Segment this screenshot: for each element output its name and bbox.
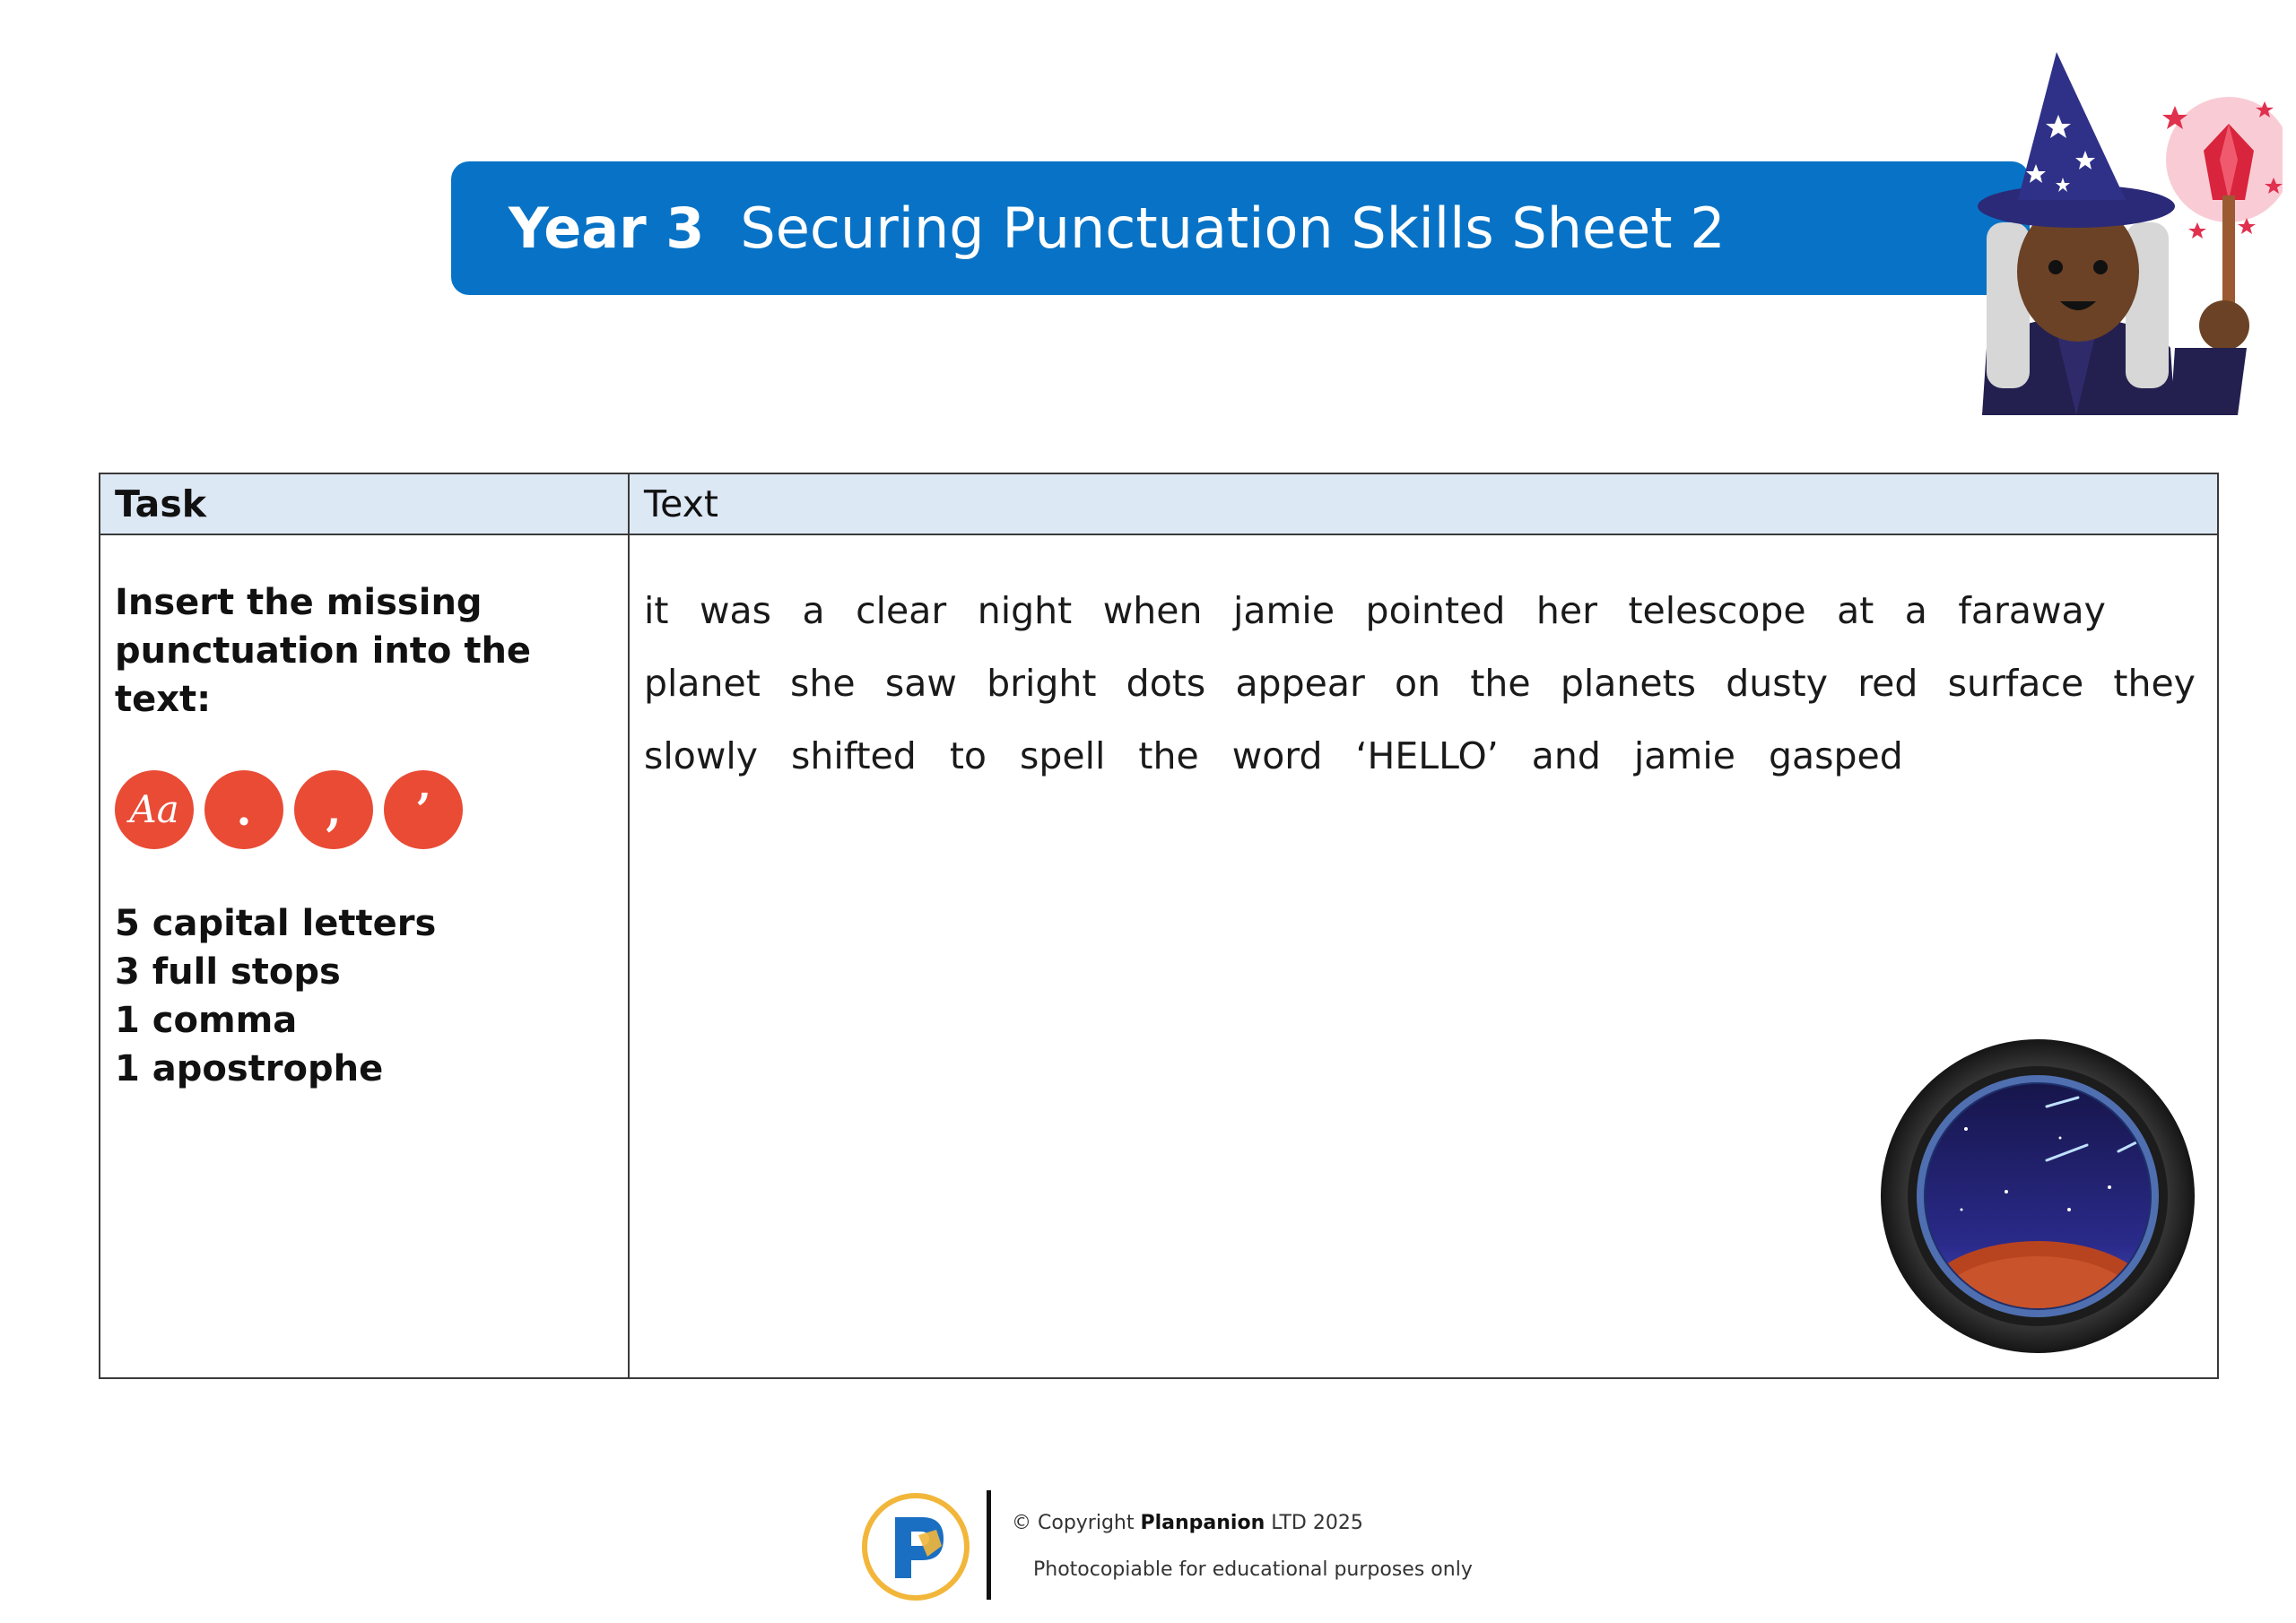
requirement-item: 5 capital letters — [115, 903, 437, 944]
full-stop-icon: . — [204, 770, 283, 849]
passage-word: jamie — [1232, 589, 1335, 632]
requirement-item: 1 comma — [115, 1000, 298, 1041]
passage-word: dusty — [1726, 662, 1828, 705]
instruction-line: punctuation into the text: — [115, 630, 532, 720]
passage-word: shifted — [791, 734, 917, 777]
passage-word: dots — [1126, 662, 1206, 705]
footer-divider — [987, 1490, 991, 1600]
wizard-illustration — [1969, 52, 2283, 415]
punctuation-icons — [115, 770, 617, 849]
passage-word: jamie — [1633, 734, 1735, 777]
task-instruction — [115, 578, 617, 724]
passage-word: planets — [1560, 662, 1697, 705]
passage-word: saw — [884, 662, 957, 705]
title-banner — [451, 161, 2030, 295]
passage-word: a — [1904, 589, 1927, 632]
passage-word: pointed — [1365, 589, 1506, 632]
photocopy-notice: Photocopiable for educational purposes only — [1033, 1558, 1473, 1581]
passage-line — [644, 720, 2196, 793]
passage-word: appear — [1235, 662, 1365, 705]
passage-word: telescope — [1628, 589, 1806, 632]
column-divider — [628, 474, 630, 1377]
passage-word: to — [949, 734, 987, 777]
passage-word: spell — [1019, 734, 1106, 777]
footer — [861, 1488, 1489, 1605]
passage-word: clear — [856, 589, 947, 632]
passage-word: was — [699, 589, 771, 632]
passage-word: gasped — [1768, 734, 1903, 777]
passage-word: on — [1395, 662, 1441, 705]
task-column-header: Task — [115, 482, 207, 525]
planpanion-logo-icon — [861, 1492, 970, 1601]
year-label: Year 3 — [509, 195, 705, 261]
task-table — [99, 473, 2219, 1379]
passage-word: the — [1470, 662, 1531, 705]
passage-word: it — [644, 589, 669, 632]
passage-word: ‘HELLO’ — [1355, 734, 1499, 777]
instruction-line: Insert the missing — [115, 582, 483, 623]
sheet-title: Securing Punctuation Skills Sheet 2 — [740, 195, 1726, 261]
passage-word: faraway — [1958, 589, 2106, 632]
passage-word: a — [802, 589, 825, 632]
passage-word: night — [977, 589, 1073, 632]
passage-word: bright — [987, 662, 1097, 705]
comma-icon: , — [294, 770, 373, 849]
passage-word: she — [790, 662, 856, 705]
capital-letter-icon: Aa — [115, 770, 194, 849]
requirement-item: 1 apostrophe — [115, 1048, 384, 1089]
passage-word: surface — [1947, 662, 2084, 705]
passage-word: they — [2113, 662, 2196, 705]
passage-word: slowly — [644, 734, 759, 777]
copyright-text: © Copyright Planpanion LTD 2025 — [1012, 1512, 1363, 1534]
task-cell — [115, 578, 617, 1093]
passage-word: at — [1837, 589, 1874, 632]
text-column-header: Text — [644, 482, 718, 525]
requirements-list — [115, 899, 617, 1093]
passage-word: red — [1857, 662, 1918, 705]
passage-word: word — [1231, 734, 1323, 777]
passage-line — [644, 575, 2106, 647]
requirement-item: 3 full stops — [115, 951, 341, 993]
apostrophe-icon: ’ — [384, 770, 463, 849]
passage-word: planet — [644, 662, 761, 705]
table-header-row — [100, 474, 2217, 535]
passage-line — [644, 647, 2196, 720]
passage-word: and — [1531, 734, 1601, 777]
brand-name: Planpanion — [1140, 1512, 1265, 1534]
space-porthole-illustration — [1881, 1039, 2195, 1353]
passage-cell — [644, 575, 2196, 793]
passage-word: the — [1138, 734, 1199, 777]
passage-word: when — [1102, 589, 1203, 632]
passage-word: her — [1535, 589, 1597, 632]
